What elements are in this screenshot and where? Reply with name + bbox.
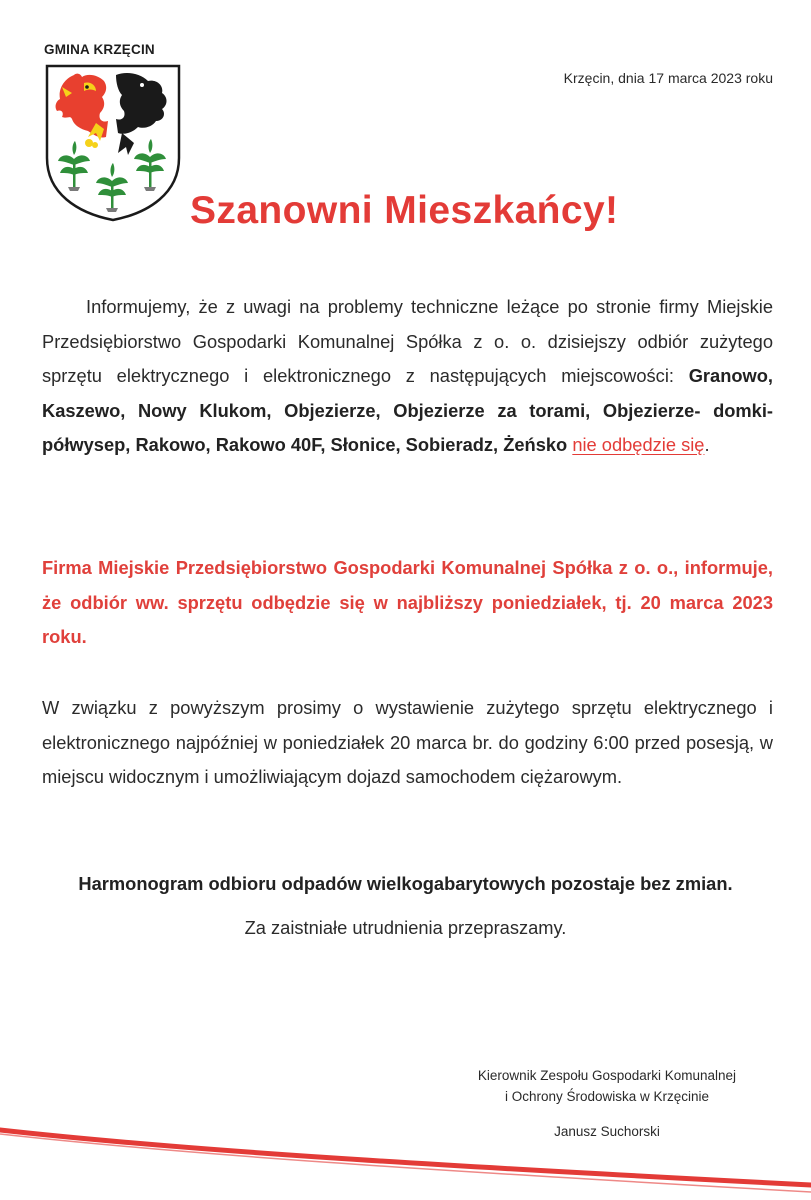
apology-line: Za zaistniałe utrudnienia przepraszamy. [244, 917, 567, 938]
paragraph-instructions: W związku z powyższym prosimy o wystawienie zużytego sprzętu elektrycznego i elektronicznego najpóźniej w poniedziałek 20 marca br. do godziny 6:00 przed posesją, w miejscu widocznym i umożliwiającym dojazd samochodem ciężarowym. [42, 697, 773, 787]
coat-of-arms-icon [44, 63, 182, 223]
affected-places: Granowo, Kaszewo, Nowy Klukom, Objezierze, Objezierze za torami, Objezierze- domki- półwysep, Rakowo, Rakowo 40F, Słonice, Sobieradz, Żeńsko [42, 365, 773, 455]
municipality-name: GMINA KRZĘCIN [44, 42, 155, 57]
paragraph-end: . [704, 434, 710, 455]
signature-title-line1: Kierownik Zespołu Gospodarki Komunalnej [477, 1068, 737, 1083]
date-line: Krzęcin, dnia 17 marca 2023 roku [563, 70, 773, 86]
decorative-swoosh [0, 1110, 811, 1200]
headline: Szanowni Mieszkańcy! [190, 189, 619, 232]
schedule-note: Harmonogram odbioru odpadów wielkogabarytowych pozostaje bez zmian. [78, 873, 733, 894]
cancellation-notice: nie odbędzie się [572, 434, 705, 455]
paragraph-problem-notice [42, 290, 773, 463]
signature-title-line2: i Ochrony Środowiska w Krzęcinie [504, 1089, 710, 1104]
signature-name: Janusz Suchorski [554, 1124, 660, 1139]
paragraph-intro: Informujemy, że z uwagi na problemy techniczne leżące po stronie firmy Miejskie Przedsiębiorstwo Gospodarki Komunalnej Spółka z o. o. dzisiejszy odbiór zużytego sprzętu elektrycznego i elektronicznego z następujących miejscowości: [42, 296, 773, 386]
paragraph-new-date: Firma Miejskie Przedsiębiorstwo Gospodarki Komunalnej Spółka z o. o., informuje, że odbiór ww. sprzętu odbędzie się w najbliższy poniedziałek, tj. 20 marca 2023 roku. [42, 557, 773, 647]
